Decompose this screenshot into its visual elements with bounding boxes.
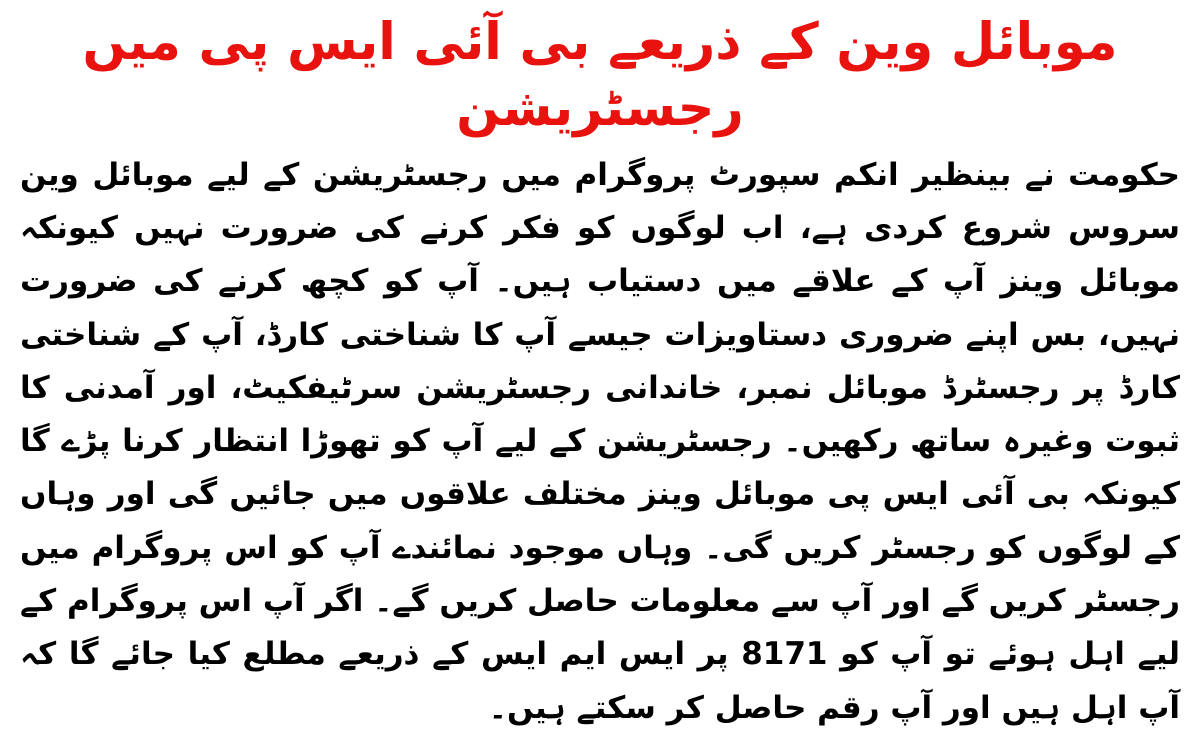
article-headline: موبائل وین کے ذریعے بی آئی ایس پی میں رجسٹریشن xyxy=(82,13,1118,139)
article-paragraph: حکومت نے بینظیر انکم سپورٹ پروگرام میں رجسٹریشن کے لیے موبائل وین سروس شروع کردی ہے، اب لوگوں کو فکر کرنے کی ضرورت نہیں کیونکہ موبائل وینز آپ کے علاقے میں دستیاب ہیں۔ آپ کو کچھ کرنے کی ضرورت نہیں، بس اپنے ضروری دستاویزات جیسے آپ کا شناختی کارڈ، آپ کے شناختی کارڈ پر رجسٹرڈ موبائل نمبر، خاندانی رجسٹریشن سرٹیفکیٹ، اور آمدنی کا ثبوت وغیرہ ساتھ رکھیں۔ رجسٹریشن کے لیے آپ کو تھوڑا انتظار کرنا پڑے گا کیونکہ بی آئی ایس پی موبائل وینز مختلف علاقوں میں جائیں گی اور وہاں کے لوگوں کو رجسٹر کریں گی۔ وہاں موجود نمائندے آپ کو اس پروگرام میں رجسٹر کریں گے اور آپ سے معلومات حاصل کریں گے۔ اگر آپ اس پروگرام کے لیے اہل ہوئے تو آپ کو 8171 پر ایس ایم ایس کے ذریعے مطلع کیا جائے گا کہ آپ اہل ہیں اور آپ رقم حاصل کر سکتے ہیں۔ xyxy=(20,156,1180,726)
article-body xyxy=(14,149,1186,735)
